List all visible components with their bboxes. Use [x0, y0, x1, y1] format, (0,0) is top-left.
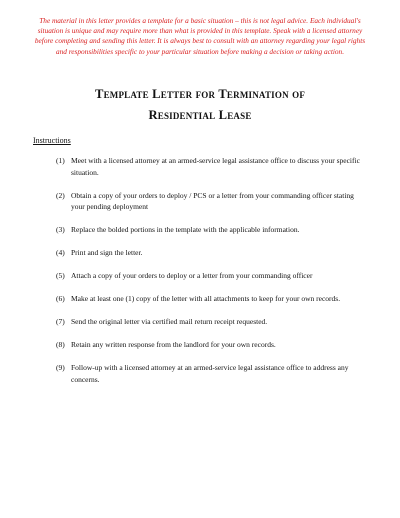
list-item: [56, 224, 361, 236]
step-text: Print and sign the letter.: [71, 248, 143, 257]
step-number: (5): [56, 271, 65, 280]
list-item: [56, 316, 361, 328]
list-item: [56, 362, 361, 385]
title-line-1: Template Letter for Termination of: [94, 87, 306, 101]
instruction-list: [56, 155, 361, 397]
step-number: (8): [56, 340, 65, 349]
step-number: (7): [56, 317, 65, 326]
step-text: Obtain a copy of your orders to deploy / PCS or a letter from your commanding officer stating your pending deployment: [71, 190, 354, 211]
title-line-2: Residential Lease: [148, 108, 252, 122]
step-number: (1): [56, 156, 65, 165]
legal-disclaimer: The material in this letter provides a template for a basic situation – this is not legal advice. Each individual's situation is unique and may require more than what is provided in this template. Speak with a licensed attorney before completing and sending this letter. It is always best to consult with an attorney regarding your legal rights and responsibilities specific to your particular situation before making a decision or taking action.: [34, 16, 366, 56]
list-item: [56, 247, 361, 259]
list-item: [56, 190, 361, 213]
step-text: Make at least one (1) copy of the letter with all attachments to keep for your own records.: [71, 294, 341, 303]
step-text: Send the original letter via certified mail return receipt requested.: [71, 317, 268, 326]
step-text: Follow-up with a licensed attorney at an armed-service legal assistance office to address any concerns.: [71, 363, 349, 384]
step-text: Meet with a licensed attorney at an armed-service legal assistance office to discuss your specific situation.: [71, 156, 360, 177]
step-number: (9): [56, 363, 65, 372]
instructions-heading: Instructions: [33, 136, 71, 145]
step-number: (2): [56, 190, 65, 200]
list-item: [56, 339, 361, 351]
list-item: [56, 270, 361, 282]
document-title: [20, 84, 380, 126]
step-number: (4): [56, 248, 65, 257]
step-number: (3): [56, 225, 65, 234]
step-text: Attach a copy of your orders to deploy or a letter from your commanding officer: [71, 271, 313, 280]
step-text: Retain any written response from the landlord for your own records.: [71, 340, 276, 349]
step-text: Replace the bolded portions in the template with the applicable information.: [71, 225, 300, 234]
list-item: [56, 293, 361, 305]
list-item: [56, 155, 361, 178]
step-number: (6): [56, 294, 65, 303]
